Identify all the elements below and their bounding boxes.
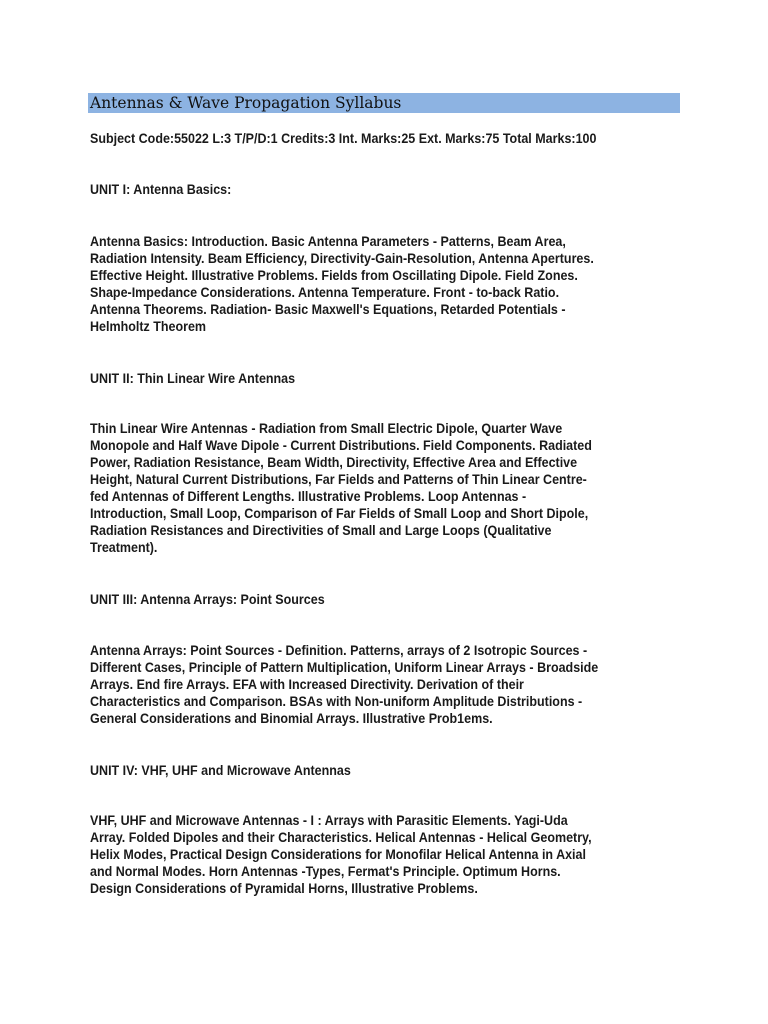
- unit-1-line: Radiation Intensity. Beam Efficiency, Directivity-Gain-Resolution, Antenna Apertures.: [90, 251, 594, 266]
- unit-1-line: Antenna Theorems. Radiation- Basic Maxwell's Equations, Retarded Potentials -: [90, 302, 566, 317]
- unit-4-heading: UNIT IV: VHF, UHF and Microwave Antennas: [90, 763, 351, 778]
- unit-4-line: VHF, UHF and Microwave Antennas - I : Arrays with Parasitic Elements. Yagi-Uda: [90, 813, 568, 828]
- unit-2-line: Introduction, Small Loop, Comparison of Far Fields of Small Loop and Short Dipole,: [90, 506, 589, 521]
- unit-3-line: Characteristics and Comparison. BSAs with Non-uniform Amplitude Distributions -: [90, 694, 583, 709]
- unit-1-line: Effective Height. Illustrative Problems. Fields from Oscillating Dipole. Field Zones.: [90, 268, 578, 283]
- unit-1-line: Antenna Basics: Introduction. Basic Antenna Parameters - Patterns, Beam Area,: [90, 234, 566, 249]
- unit-1-line: Shape-Impedance Considerations. Antenna Temperature. Front - to-back Ratio.: [90, 285, 560, 300]
- unit-1-line: Helmholtz Theorem: [90, 319, 207, 334]
- unit-4-line: Helix Modes, Practical Design Considerations for Monofilar Helical Antenna in Axial: [90, 847, 586, 862]
- unit-1-heading: UNIT I: Antenna Basics:: [90, 182, 232, 197]
- unit-4-line: and Normal Modes. Horn Antennas -Types, Fermat's Principle. Optimum Horns.: [90, 864, 561, 879]
- unit-3-heading: UNIT III: Antenna Arrays: Point Sources: [90, 592, 325, 607]
- unit-4-line: Array. Folded Dipoles and their Characteristics. Helical Antennas - Helical Geometry,: [90, 830, 592, 845]
- subject-line: Subject Code:55022 L:3 T/P/D:1 Credits:3 Int. Marks:25 Ext. Marks:75 Total Marks:100: [90, 131, 597, 146]
- unit-2-line: Radiation Resistances and Directivities of Small and Large Loops (Qualitative: [90, 523, 552, 538]
- unit-2-line: Height, Natural Current Distributions, Far Fields and Patterns of Thin Linear Centre-: [90, 472, 587, 487]
- unit-2-line: Thin Linear Wire Antennas - Radiation from Small Electric Dipole, Quarter Wave: [90, 421, 563, 436]
- unit-2-line: Power, Radiation Resistance, Beam Width, Directivity, Effective Area and Effective: [90, 455, 578, 470]
- document-title: Antennas & Wave Propagation Syllabus: [90, 94, 402, 112]
- unit-2-line: Treatment).: [90, 540, 158, 555]
- unit-3-line: General Considerations and Binomial Arrays. Illustrative Prob1ems.: [90, 711, 493, 726]
- title-bar: [88, 93, 680, 113]
- unit-2-line: Monopole and Half Wave Dipole - Current Distributions. Field Components. Radiated: [90, 438, 592, 453]
- unit-4-line: Design Considerations of Pyramidal Horns, Illustrative Problems.: [90, 881, 478, 896]
- unit-3-line: Different Cases, Principle of Pattern Multiplication, Uniform Linear Arrays - Broadside: [90, 660, 599, 675]
- unit-3-line: Antenna Arrays: Point Sources - Definition. Patterns, arrays of 2 Isotropic Sources -: [90, 643, 588, 658]
- unit-2-line: fed Antennas of Different Lengths. Illustrative Problems. Loop Antennas -: [90, 489, 527, 504]
- unit-3-line: Arrays. End fire Arrays. EFA with Increased Directivity. Derivation of their: [90, 677, 524, 692]
- unit-2-heading: UNIT II: Thin Linear Wire Antennas: [90, 371, 296, 386]
